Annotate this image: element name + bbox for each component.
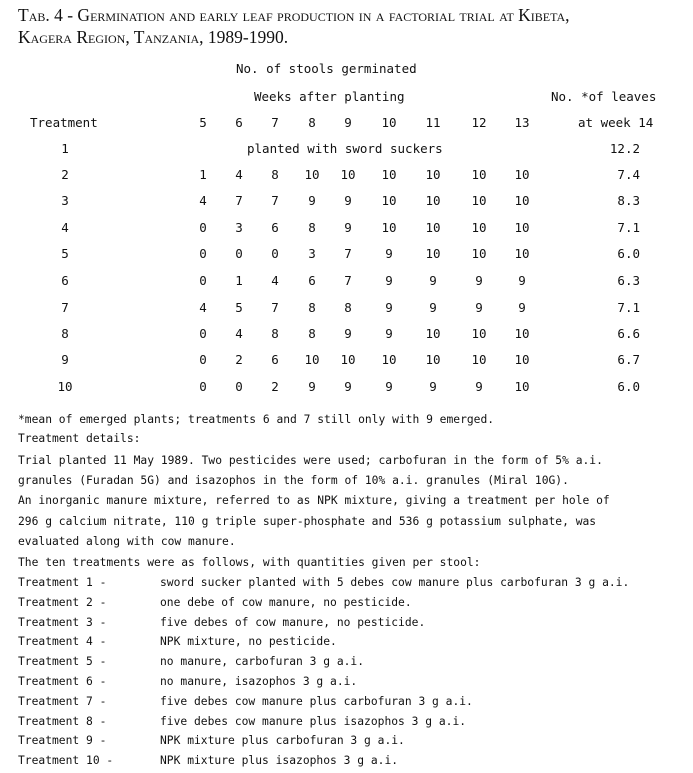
title-line-1: Tab. 4 - Germination and early leaf production in a factorial trial at Kibeta, bbox=[18, 5, 570, 25]
table-cell: 10 bbox=[471, 193, 487, 208]
table-cell: 5 bbox=[235, 300, 243, 315]
table-cell: 4 bbox=[235, 167, 243, 182]
table-cell: 9 bbox=[385, 300, 393, 315]
table-cell: 7 bbox=[344, 246, 352, 261]
week-header-13: 13 bbox=[514, 115, 530, 130]
row-leaves-value: 6.6 bbox=[617, 326, 640, 341]
row-treatment-number: 3 bbox=[61, 193, 69, 208]
note-line: The ten treatments were as follows, with quantities given per stool: bbox=[18, 556, 481, 569]
header-leaves-line-1: No. *of leaves bbox=[551, 89, 657, 104]
treatment-detail-label: Treatment 9 - bbox=[18, 734, 107, 748]
row-treatment-number: 2 bbox=[61, 167, 69, 182]
table-cell: 8 bbox=[271, 326, 279, 341]
table-cell: 10 bbox=[425, 246, 441, 261]
table-cell: 6 bbox=[271, 352, 279, 367]
table-cell: 10 bbox=[514, 352, 530, 367]
treatment-detail-desc: one debe of cow manure, no pesticide. bbox=[160, 595, 412, 609]
header-weeks-after-planting: Weeks after planting bbox=[254, 89, 405, 104]
row-span-text: planted with sword suckers bbox=[247, 141, 443, 156]
table-cell: 4 bbox=[235, 326, 243, 341]
table-cell: 10 bbox=[425, 193, 441, 208]
table-cell: 0 bbox=[235, 379, 243, 394]
note-line: Treatment details: bbox=[18, 432, 141, 445]
treatment-detail-desc: five debes cow manure plus isazophos 3 g a.i. bbox=[160, 714, 467, 728]
table-cell: 4 bbox=[199, 300, 207, 315]
table-cell: 0 bbox=[199, 326, 207, 341]
table-cell: 7 bbox=[271, 193, 279, 208]
table-cell: 9 bbox=[344, 326, 352, 341]
table-cell: 9 bbox=[475, 273, 483, 288]
table-cell: 10 bbox=[514, 220, 530, 235]
week-header-5: 5 bbox=[199, 115, 207, 130]
week-header-10: 10 bbox=[381, 115, 397, 130]
row-treatment-number: 10 bbox=[57, 379, 73, 394]
table-cell: 9 bbox=[385, 246, 393, 261]
header-treatment: Treatment bbox=[30, 115, 98, 130]
table-cell: 10 bbox=[514, 193, 530, 208]
table-cell: 10 bbox=[471, 246, 487, 261]
treatment-detail-label: Treatment 5 - bbox=[18, 655, 107, 669]
treatment-detail-label: Treatment 1 - bbox=[18, 576, 107, 589]
table-cell: 0 bbox=[235, 246, 243, 261]
header-stools-germinated: No. of stools germinated bbox=[236, 61, 417, 76]
table-cell: 9 bbox=[344, 379, 352, 394]
table-cell: 10 bbox=[471, 352, 487, 367]
note-line: granules (Furadan 5G) and isazophos in the form of 10% a.i. granules (Miral 10G). bbox=[18, 474, 569, 487]
table-cell: 10 bbox=[304, 352, 320, 367]
table-cell: 10 bbox=[514, 246, 530, 261]
row-leaves-value: 6.7 bbox=[617, 352, 640, 367]
week-header-11: 11 bbox=[425, 115, 441, 130]
row-treatment-number: 9 bbox=[61, 352, 69, 367]
table-cell: 9 bbox=[429, 273, 437, 288]
table-cell: 10 bbox=[425, 352, 441, 367]
table-cell: 10 bbox=[340, 352, 356, 367]
table-cell: 10 bbox=[514, 326, 530, 341]
table-cell: 10 bbox=[304, 167, 320, 182]
table-cell: 9 bbox=[518, 300, 526, 315]
row-leaves-value: 6.0 bbox=[617, 379, 640, 394]
row-leaves-value: 7.4 bbox=[617, 167, 640, 182]
table-cell: 9 bbox=[308, 379, 316, 394]
table-cell: 10 bbox=[381, 220, 397, 235]
table-cell: 9 bbox=[385, 326, 393, 341]
treatment-detail-desc: NPK mixture, no pesticide. bbox=[160, 635, 337, 649]
table-cell: 10 bbox=[425, 326, 441, 341]
row-leaves-value: 7.1 bbox=[617, 300, 640, 315]
table-cell: 9 bbox=[344, 220, 352, 235]
table-cell: 3 bbox=[308, 246, 316, 261]
table-cell: 0 bbox=[199, 379, 207, 394]
treatment-detail-desc: five debes cow manure plus carbofuran 3 g a.i. bbox=[160, 694, 473, 708]
row-leaves-value: 6.3 bbox=[617, 273, 640, 288]
table-cell: 6 bbox=[271, 220, 279, 235]
treatment-detail-desc: five debes of cow manure, no pesticide. bbox=[160, 615, 426, 629]
treatment-detail-desc: no manure, carbofuran 3 g a.i. bbox=[160, 655, 365, 669]
table-cell: 8 bbox=[308, 300, 316, 315]
table-cell: 10 bbox=[471, 220, 487, 235]
table-cell: 9 bbox=[385, 379, 393, 394]
note-line: evaluated along with cow manure. bbox=[18, 535, 236, 548]
table-cell: 9 bbox=[475, 300, 483, 315]
row-treatment-number: 5 bbox=[61, 246, 69, 261]
table-cell: 0 bbox=[199, 352, 207, 367]
treatment-detail-desc: no manure, isazophos 3 g a.i. bbox=[160, 675, 358, 688]
row-treatment-number: 4 bbox=[61, 220, 69, 235]
table-cell: 9 bbox=[429, 300, 437, 315]
row-treatment-number: 7 bbox=[61, 300, 69, 315]
table-cell: 10 bbox=[471, 326, 487, 341]
row-leaves-value: 8.3 bbox=[617, 193, 640, 208]
row-treatment-number: 6 bbox=[61, 273, 69, 288]
table-cell: 10 bbox=[425, 167, 441, 182]
treatment-detail-label: Treatment 10 - bbox=[18, 754, 114, 768]
table-cell: 8 bbox=[308, 220, 316, 235]
table-cell: 9 bbox=[344, 193, 352, 208]
table-cell: 9 bbox=[518, 273, 526, 288]
table-cell: 0 bbox=[199, 246, 207, 261]
header-leaves-line-2: at week 14 bbox=[578, 115, 654, 130]
table-cell: 9 bbox=[308, 193, 316, 208]
table-cell: 8 bbox=[271, 167, 279, 182]
row-leaves-value: 12.2 bbox=[609, 141, 640, 156]
table-title bbox=[18, 4, 678, 48]
table-cell: 8 bbox=[308, 326, 316, 341]
table-cell: 10 bbox=[381, 167, 397, 182]
table-cell: 8 bbox=[344, 300, 352, 315]
treatment-detail-label: Treatment 7 - bbox=[18, 694, 107, 708]
table-cell: 2 bbox=[271, 379, 279, 394]
title-line-2: Kagera Region, Tanzania, 1989-1990. bbox=[18, 27, 289, 47]
treatment-detail-label: Treatment 8 - bbox=[18, 714, 107, 728]
week-header-6: 6 bbox=[235, 115, 243, 130]
table-cell: 9 bbox=[385, 273, 393, 288]
treatment-detail-label: Treatment 2 - bbox=[18, 595, 107, 609]
table-cell: 7 bbox=[344, 273, 352, 288]
table-cell: 4 bbox=[199, 193, 207, 208]
table-cell: 10 bbox=[425, 220, 441, 235]
week-header-9: 9 bbox=[344, 115, 352, 130]
treatment-detail-desc: sword sucker planted with 5 debes cow manure plus carbofuran 3 g a.i. bbox=[160, 576, 630, 589]
week-header-8: 8 bbox=[308, 115, 316, 130]
row-treatment-number: 8 bbox=[61, 326, 69, 341]
table-cell: 10 bbox=[340, 167, 356, 182]
table-cell: 7 bbox=[271, 300, 279, 315]
note-line: Trial planted 11 May 1989. Two pesticides were used; carbofuran in the form of 5% a.i. bbox=[18, 454, 603, 467]
table-cell: 9 bbox=[429, 379, 437, 394]
row-leaves-value: 6.0 bbox=[617, 246, 640, 261]
treatment-detail-label: Treatment 3 - bbox=[18, 615, 107, 629]
table-cell: 4 bbox=[271, 273, 279, 288]
table-cell: 3 bbox=[235, 220, 243, 235]
note-line: An inorganic manure mixture, referred to as NPK mixture, giving a treatment per hole of bbox=[18, 494, 610, 507]
table-cell: 2 bbox=[235, 352, 243, 367]
table-cell: 9 bbox=[475, 379, 483, 394]
row-leaves-value: 7.1 bbox=[617, 220, 640, 235]
table-cell: 10 bbox=[381, 352, 397, 367]
treatment-detail-label: Treatment 4 - bbox=[18, 635, 107, 649]
week-header-7: 7 bbox=[271, 115, 279, 130]
treatment-detail-desc: NPK mixture plus carbofuran 3 g a.i. bbox=[160, 734, 405, 748]
treatment-detail-label: Treatment 6 - bbox=[18, 675, 107, 688]
row-treatment-number: 1 bbox=[61, 141, 69, 156]
note-line: 296 g calcium nitrate, 110 g triple super-phosphate and 536 g potassium sulphate, was bbox=[18, 515, 597, 528]
table-cell: 0 bbox=[199, 273, 207, 288]
table-cell: 1 bbox=[235, 273, 243, 288]
table-cell: 10 bbox=[471, 167, 487, 182]
week-header-12: 12 bbox=[471, 115, 487, 130]
note-line: *mean of emerged plants; treatments 6 and 7 still only with 9 emerged. bbox=[18, 413, 495, 426]
table-cell: 7 bbox=[235, 193, 243, 208]
table-cell: 1 bbox=[199, 167, 207, 182]
treatment-detail-desc: NPK mixture plus isazophos 3 g a.i. bbox=[160, 754, 399, 768]
table-cell: 10 bbox=[514, 379, 530, 394]
table-cell: 10 bbox=[514, 167, 530, 182]
table-cell: 0 bbox=[199, 220, 207, 235]
table-cell: 10 bbox=[381, 193, 397, 208]
table-cell: 0 bbox=[271, 246, 279, 261]
table-cell: 6 bbox=[308, 273, 316, 288]
